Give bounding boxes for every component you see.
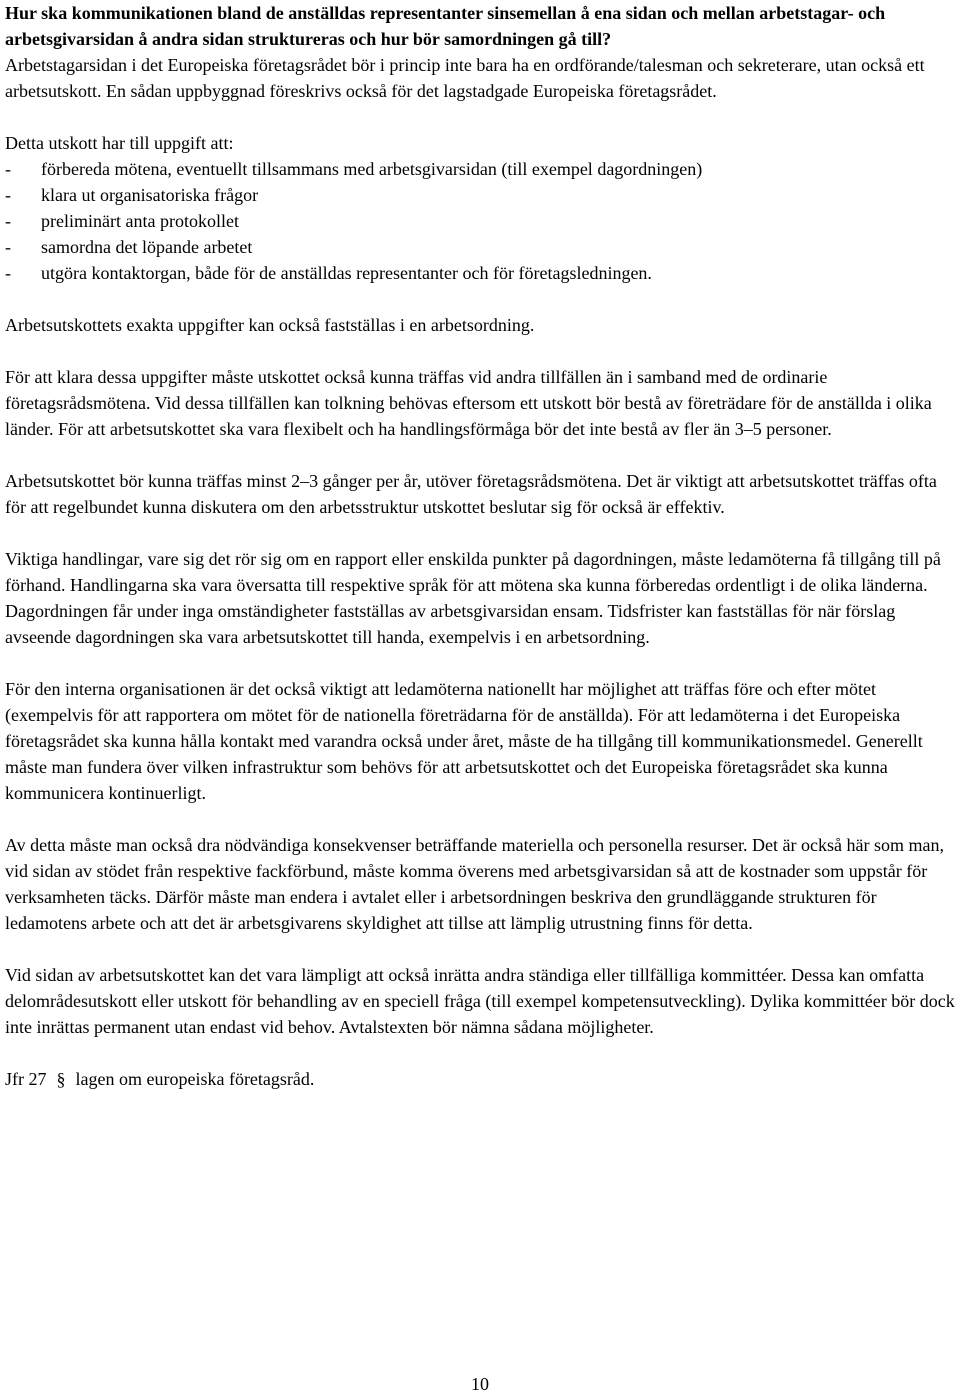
body-paragraph: Av detta måste man också dra nödvändiga konsekvenser beträffande materiella och personella resurser. Det är också här som man, vid sidan av stödet från respektive fackförbund, måste komma överens med arbetsgivarsidan så att de kostnader som uppstår för verksamheten täcks. Därför måste man endera i avtalet eller i arbetsordningen beskriva den grundläggande strukturen för ledamotens arbete och att det är arbetsgivarens skyldighet att tillse att lämplig utrustning finns för detta. — [5, 835, 944, 933]
list-item — [5, 156, 955, 182]
body-paragraph: För den interna organisationen är det också viktigt att ledamöterna nationellt har möjlighet att träffas före och efter mötet (exempelvis för att rapportera om mötet för de nationella företrädarna för de anställda). För att ledamöterna i det Europeiska företagsrådet ska kunna hålla kontakt med varandra också under året, måste de ha tillgång till kommunikationsmedel. Generellt måste man fundera över vilken infrastruktur som behövs för att arbetsutskottet och det Europeiska företagsrådet ska kunna kommunicera kontinuerligt. — [5, 679, 923, 803]
list-dash: - — [5, 159, 11, 179]
body-paragraph: Viktiga handlingar, vare sig det rör sig om en rapport eller enskilda punkter på dagordningen, måste ledamöterna få tillgång till på förhand. Handlingarna ska vara översatta till respektive språk för att mötena ska kunna förberedas ordentligt i de olika länderna. Dagordningen får under inga omständigheter fastställas av arbetsgivarsidan ensam. Tidsfrister kan fastställas för när förslag avseende dagordningen ska vara arbetsutskottet till handa, exempelvis i en arbetsordning. — [5, 549, 941, 647]
reference-prefix: Jfr 27 — [5, 1069, 47, 1089]
reference-suffix: lagen om europeiska företagsråd. — [75, 1069, 315, 1089]
reference-line — [5, 1066, 955, 1092]
list-item — [5, 208, 955, 234]
section-sign: § — [56, 1069, 66, 1089]
list-item-text: klara ut organisatoriska frågor — [41, 185, 259, 205]
list-item — [5, 260, 955, 286]
list-item — [5, 234, 955, 260]
list-dash: - — [5, 211, 11, 231]
list-item-text: samordna det löpande arbetet — [41, 237, 253, 257]
list-item-text: utgöra kontaktorgan, både för de anställdas representanter och för företagsledningen. — [41, 263, 652, 283]
list-dash: - — [5, 263, 11, 283]
list-item-text: preliminärt anta protokollet — [41, 211, 239, 231]
page-number: 10 — [471, 1374, 489, 1394]
list-item — [5, 182, 955, 208]
task-list — [5, 156, 955, 286]
list-dash: - — [5, 185, 11, 205]
heading-question: Hur ska kommunikationen bland de anställdas representanter sinsemellan å ena sidan och mellan arbetstagar- och arbetsgivarsidan å andra sidan struktureras och hur bör samordningen gå till? — [5, 3, 886, 49]
committee-intro: Detta utskott har till uppgift att: — [5, 133, 234, 153]
body-paragraph: Vid sidan av arbetsutskottet kan det vara lämpligt att också inrätta andra ständiga eller tillfälliga kommittéer. Dessa kan omfatta delområdesutskott eller utskott för behandling av en speciell fråga (till exempel kompetensutveckling). Dylika kommittéer bör dock inte inrättas permanent utan endast vid behov. Avtalstexten bör nämna sådana möjligheter. — [5, 965, 955, 1037]
body-paragraph: Arbetsutskottets exakta uppgifter kan också fastställas i en arbetsordning. — [5, 315, 535, 335]
list-dash: - — [5, 237, 11, 257]
body-paragraph: Arbetsutskottet bör kunna träffas minst 2–3 gånger per år, utöver företagsrådsmötena. Det är viktigt att arbetsutskottet träffas ofta för att regelbundet kunna diskutera om den arbetsstruktur utskottet beslutar sig för också är effektiv. — [5, 471, 937, 517]
intro-paragraph: Arbetstagarsidan i det Europeiska företagsrådet bör i princip inte bara ha en ordförande/talesman och sekreterare, utan också ett arbetsutskott. En sådan uppbyggnad föreskrivs också för det lagstadgade Europeiska företagsrådet. — [5, 55, 925, 101]
document-page — [5, 0, 955, 1118]
body-paragraph: För att klara dessa uppgifter måste utskottet också kunna träffas vid andra tillfällen än i samband med de ordinarie företagsrådsmötena. Vid dessa tillfällen kan tolkning behövas eftersom ett utskott bör bestå av företrädare för de anställda i olika länder. För att arbetsutskottet ska vara flexibelt och ha handlingsförmåga bör det inte bestå av fler än 3–5 personer. — [5, 367, 932, 439]
list-item-text: förbereda mötena, eventuellt tillsammans med arbetsgivarsidan (till exempel dagordningen) — [41, 159, 703, 179]
